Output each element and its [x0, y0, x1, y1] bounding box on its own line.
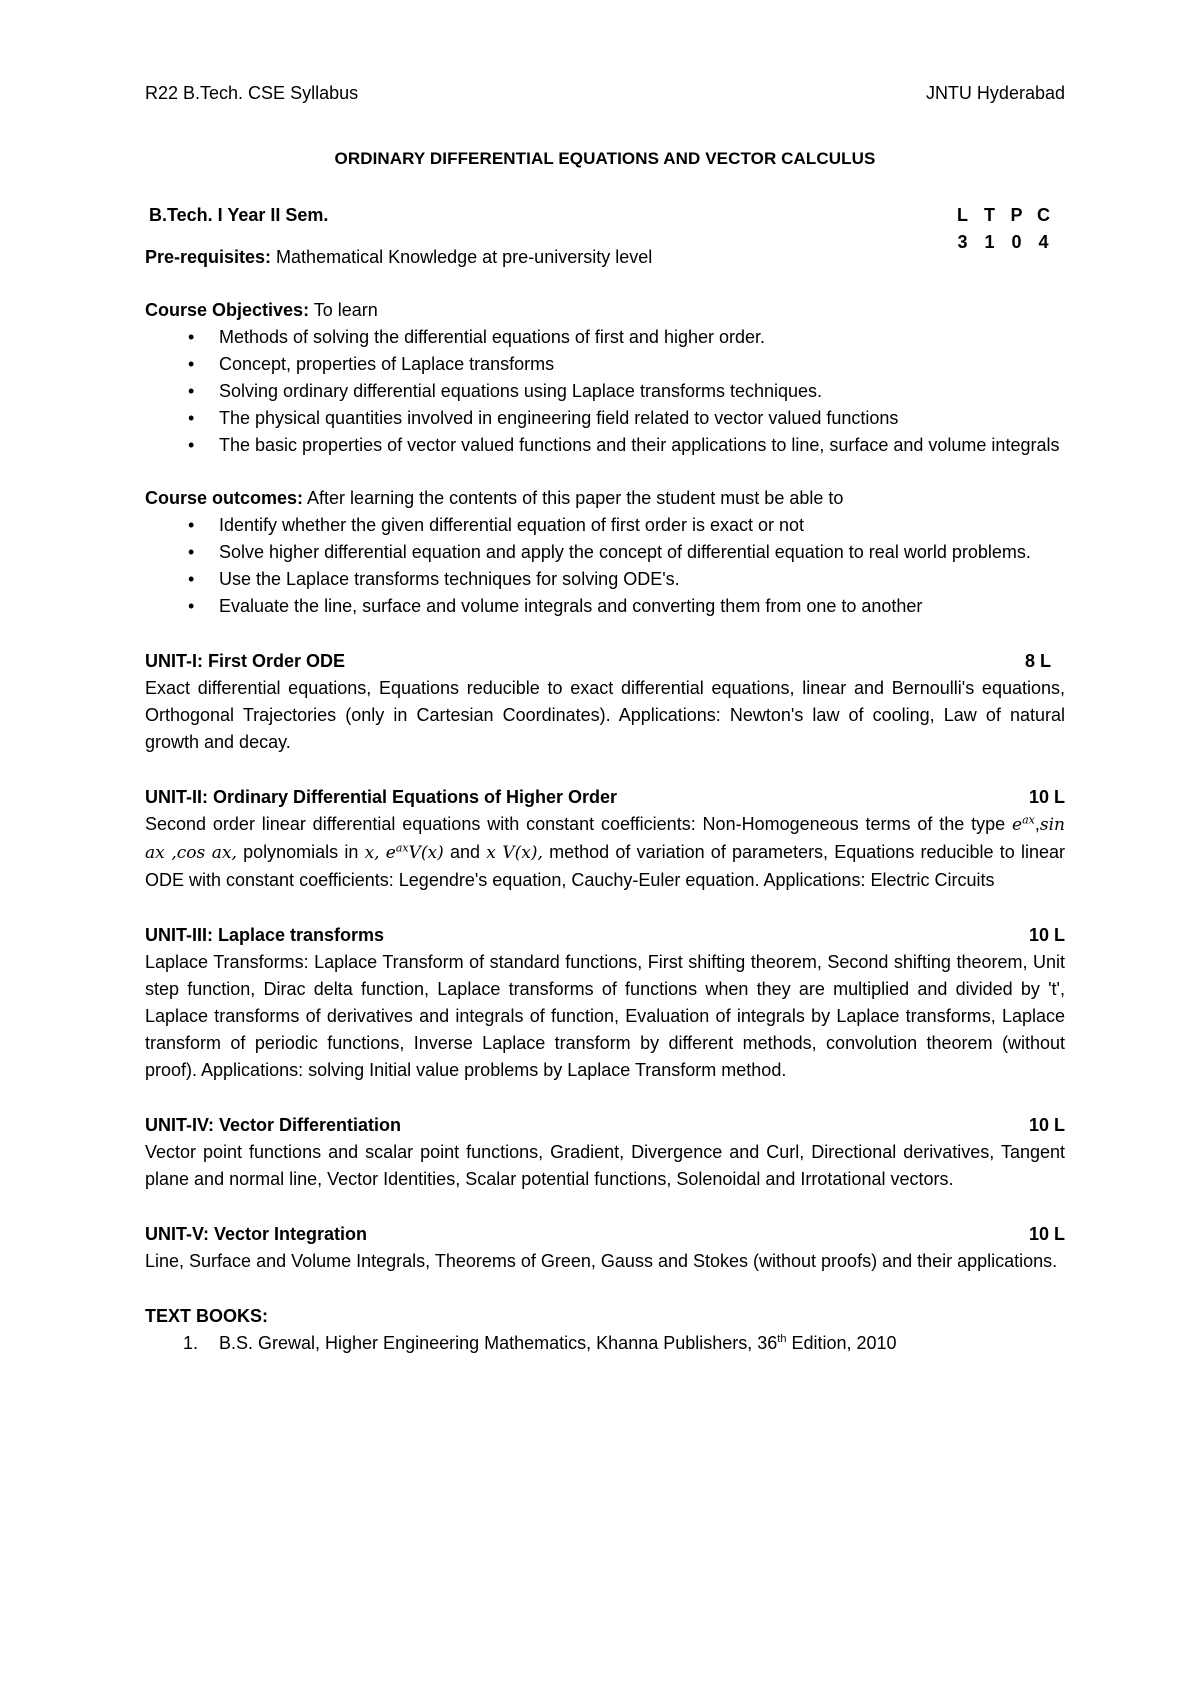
unit-body: Vector point functions and scalar point functions, Gradient, Divergence and Curl, Directional derivatives, Tangent plane and normal line, Vector Identities, Scalar potential functions, Solenoidal and Irrotational vectors. — [145, 1142, 1065, 1189]
unit-title: UNIT-II: Ordinary Differential Equations of Higher Order — [145, 787, 618, 807]
unit-body: Second order linear differential equations with constant coefficients: Non-Homogeneous terms of the type $e^{ax},\sin$ ax ,cos ax, polynomials in x, $e^{ax}V(x)$ and x V(x), method of variation of parameters, Equations reducible to linear ODE with constant coefficients: Legendre's equation, Cauchy-Euler equation. Applications: Electric Circuits — [145, 813, 1065, 890]
textbooks-label: TEXT BOOKS: — [145, 1306, 269, 1326]
ltpc-label-p: P — [1010, 205, 1023, 225]
unit-hours: 8 L — [1024, 651, 1051, 671]
course-outcomes — [145, 485, 1065, 620]
unit-heading — [145, 1221, 1065, 1248]
list-item: • Concept, properties of Laplace transforms — [145, 351, 1065, 378]
objectives-label: Course Objectives: — [145, 300, 310, 320]
math-expression: $e^{ax}$ — [1012, 813, 1035, 835]
ltpc-value-c: 4 — [1038, 232, 1049, 252]
unit-4 — [145, 1112, 1065, 1193]
list-item: 1. B.S. Grewal, Higher Engineering Mathematics, Khanna Publishers, 36th Edition, 2010 — [145, 1330, 1065, 1357]
outcomes-list — [145, 512, 1065, 620]
list-item: • The physical quantities involved in engineering field related to vector valued functions — [145, 405, 1065, 432]
ltpc-table — [949, 202, 1057, 256]
list-item: • Solve higher differential equation and apply the concept of differential equation to real world problems. — [145, 539, 1065, 566]
unit-hours: 10 L — [1028, 1115, 1065, 1135]
unit-5 — [145, 1221, 1065, 1275]
unit-body: Exact differential equations, Equations reducible to exact differential equations, linear and Bernoulli's equations, Orthogonal Trajectories (only in Cartesian Coordinates). Applications: Newton's law of cooling, Law of natural growth and decay. — [145, 678, 1065, 752]
prerequisites — [145, 244, 1065, 271]
semester-label: B.Tech. I Year II Sem. — [149, 205, 329, 225]
unit-title: UNIT-IV: Vector Differentiation — [145, 1115, 402, 1135]
objectives-intro: To learn — [309, 300, 378, 320]
course-objectives — [145, 297, 1065, 459]
list-item: • Identify whether the given differential equation of first order is exact or not — [145, 512, 1065, 539]
unit-3 — [145, 922, 1065, 1084]
running-header — [145, 80, 1065, 107]
prerequisites-label: Pre-requisites: — [145, 247, 272, 267]
unit-body: Line, Surface and Volume Integrals, Theorems of Green, Gauss and Stokes (without proofs) and their applications. — [145, 1251, 1058, 1271]
text-books — [145, 1303, 1065, 1357]
unit-body: Laplace Transforms: Laplace Transform of standard functions, First shifting theorem, Second shifting theorem, Unit step function, Dirac delta function, Laplace transforms of functions when they are multiplied and divided by 't', Laplace transforms of derivatives and integrals of function, Evaluation of integrals by Laplace transforms, Laplace transform of periodic functions, Inverse Laplace transform by different methods, convolution theorem (without proof). Applications: solving Initial value problems by Laplace Transform method. — [145, 952, 1065, 1080]
unit-title: UNIT-I: First Order ODE — [145, 651, 346, 671]
header-left: R22 B.Tech. CSE Syllabus — [145, 83, 359, 103]
list-item: • Evaluate the line, surface and volume integrals and converting them from one to another — [145, 593, 1065, 620]
unit-heading — [145, 1112, 1065, 1139]
ltpc-label-l: L — [957, 205, 968, 225]
unit-title: UNIT-III: Laplace transforms — [145, 925, 385, 945]
header-right: JNTU Hyderabad — [925, 83, 1065, 103]
unit-title: UNIT-V: Vector Integration — [145, 1224, 368, 1244]
document-title: ORDINARY DIFFERENTIAL EQUATIONS AND VECTOR CALCULUS — [334, 149, 876, 168]
unit-hours: 10 L — [1028, 787, 1065, 807]
unit-2 — [145, 784, 1065, 894]
ltpc-label-t: T — [984, 205, 995, 225]
math-expression: sin ax ,cos ax, — [145, 815, 1065, 863]
textbooks-list — [145, 1330, 1065, 1357]
unit-heading — [145, 784, 1065, 811]
outcomes-intro: After learning the contents of this paper the student must be able to — [303, 488, 844, 508]
ltpc-label-c: C — [1037, 205, 1050, 225]
math-expression: x V(x), — [486, 843, 543, 863]
unit-heading — [145, 648, 1065, 675]
ltpc-value-t: 1 — [984, 232, 995, 252]
math-expression: x, — [364, 843, 380, 863]
list-item: • The basic properties of vector valued functions and their applications to line, surface and volume integrals — [145, 432, 1065, 459]
unit-body-text: Second order linear differential equations with constant coefficients: Non-Homogeneous terms of the type — [145, 814, 1013, 834]
list-item: • Solving ordinary differential equations using Laplace transforms techniques. — [145, 378, 1065, 405]
prerequisites-text: Mathematical Knowledge at pre-university level — [271, 247, 653, 267]
ltpc-value-l: 3 — [957, 232, 968, 252]
syllabus-page — [145, 80, 1065, 1357]
outcomes-label: Course outcomes: — [145, 488, 304, 508]
math-expression: $e^{ax}V(x)$ — [385, 841, 444, 863]
unit-heading — [145, 922, 1065, 949]
list-number: 1. — [183, 1333, 199, 1353]
unit-hours: 10 L — [1028, 925, 1065, 945]
objectives-list — [145, 324, 1065, 459]
unit-body-text: method of variation of parameters, Equations reducible to linear ODE with constant coefficients: Legendre's equation, Cauchy-Euler equation. Applications: Electric Circuits — [145, 842, 1065, 890]
list-item: • Methods of solving the differential equations of first and higher order. — [145, 324, 1065, 351]
unit-hours: 10 L — [1028, 1224, 1065, 1244]
unit-1 — [145, 648, 1065, 756]
ltpc-value-p: 0 — [1011, 232, 1022, 252]
list-item: • Use the Laplace transforms techniques for solving ODE's. — [145, 566, 1065, 593]
